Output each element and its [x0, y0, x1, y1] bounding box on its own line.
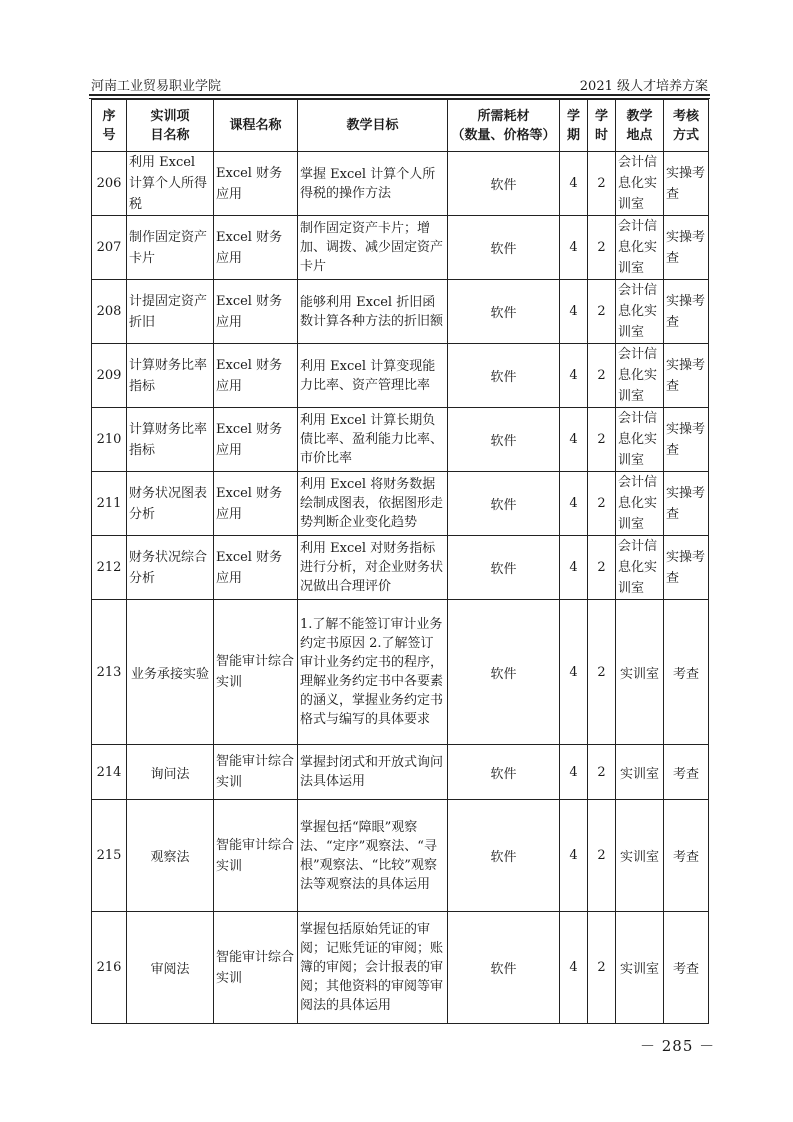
cell-project-name: 询问法 — [127, 745, 214, 800]
cell-course-name: Excel 财务应用 — [214, 344, 298, 408]
col-header-assessment — [664, 100, 709, 152]
header-line: 课程名称 — [229, 118, 282, 133]
cell-teaching-goal: 利用 Excel 计算变现能力比率、资产管理比率 — [298, 344, 448, 408]
cell-teaching-goal: 能够利用 Excel 折旧函数计算各种方法的折旧额 — [298, 280, 448, 344]
cell-hours: 2 — [588, 800, 616, 912]
cell-course-name: Excel 财务应用 — [214, 472, 298, 536]
cell-hours: 2 — [588, 408, 616, 472]
cell-materials: 软件 — [448, 745, 560, 800]
table-row — [92, 408, 709, 472]
cell-assessment: 实操考查 — [664, 472, 709, 536]
cell-materials: 软件 — [448, 216, 560, 280]
col-header-location — [616, 100, 664, 152]
cell-number: 216 — [92, 912, 127, 1024]
cell-course-name: Excel 财务应用 — [214, 408, 298, 472]
cell-hours: 2 — [588, 745, 616, 800]
header-line: 时 — [594, 127, 608, 143]
document-title: 2021 级人才培养方案 — [579, 79, 708, 94]
cell-course-name: 智能审计综合实训 — [214, 600, 298, 745]
cell-course-name: Excel 财务应用 — [214, 536, 298, 600]
cell-project-name: 计算财务比率指标 — [127, 408, 214, 472]
cell-course-name: 智能审计综合实训 — [214, 912, 298, 1024]
cell-project-name: 计算财务比率指标 — [127, 344, 214, 408]
cell-semester: 4 — [560, 912, 588, 1024]
header-line: 号 — [102, 127, 116, 143]
cell-teaching-goal: 掌握 Excel 计算个人所得税的操作方法 — [298, 152, 448, 216]
cell-hours: 2 — [588, 152, 616, 216]
cell-location: 实训室 — [616, 800, 664, 912]
header-line: 实训项 — [150, 108, 190, 124]
institution-name: 河南工业贸易职业学院 — [91, 79, 222, 94]
col-header-course — [214, 100, 298, 152]
cell-materials: 软件 — [448, 408, 560, 472]
cell-materials: 软件 — [448, 152, 560, 216]
table-row — [92, 600, 709, 745]
cell-number: 212 — [92, 536, 127, 600]
cell-teaching-goal: 掌握包括原始凭证的审阅；记账凭证的审阅；账簿的审阅；会计报表的审阅；其他资料的审阅等审阅法的具体运用 — [298, 912, 448, 1024]
cell-project-name: 利用 Excel 计算个人所得税 — [127, 152, 214, 216]
cell-teaching-goal: 1.了解不能签订审计业务约定书原因 2.了解签订审计业务约定书的程序，理解业务约定书中各要素的涵义，掌握业务约定书格式与编写的具体要求 — [298, 600, 448, 745]
header-line: 地点 — [626, 127, 653, 143]
cell-semester: 4 — [560, 216, 588, 280]
table-row — [92, 912, 709, 1024]
col-header-materials — [448, 100, 560, 152]
page-number: － 285 － — [640, 1037, 716, 1055]
header-line: （数量、价格等） — [451, 127, 556, 143]
cell-project-name: 财务状况综合分析 — [127, 536, 214, 600]
cell-teaching-goal: 掌握封闭式和开放式询问法具体运用 — [298, 745, 448, 800]
table-row — [92, 472, 709, 536]
cell-course-name: Excel 财务应用 — [214, 280, 298, 344]
cell-teaching-goal: 制作固定资产卡片；增加、调拨、减少固定资产卡片 — [298, 216, 448, 280]
cell-location: 会计信息化实训室 — [616, 280, 664, 344]
cell-semester: 4 — [560, 800, 588, 912]
cell-hours: 2 — [588, 280, 616, 344]
cell-location: 会计信息化实训室 — [616, 152, 664, 216]
table-row — [92, 216, 709, 280]
header-line: 考核 — [672, 108, 699, 124]
cell-assessment: 考查 — [664, 800, 709, 912]
table-row — [92, 152, 709, 216]
cell-project-name: 观察法 — [127, 800, 214, 912]
cell-materials: 软件 — [448, 912, 560, 1024]
cell-course-name: 智能审计综合实训 — [214, 745, 298, 800]
cell-semester: 4 — [560, 152, 588, 216]
cell-number: 206 — [92, 152, 127, 216]
table-row — [92, 800, 709, 912]
cell-project-name: 制作固定资产卡片 — [127, 216, 214, 280]
cell-teaching-goal: 利用 Excel 将财务数据绘制成图表，依据图形走势判断企业变化趋势 — [298, 472, 448, 536]
cell-hours: 2 — [588, 216, 616, 280]
cell-course-name: Excel 财务应用 — [214, 152, 298, 216]
cell-location: 会计信息化实训室 — [616, 216, 664, 280]
cell-assessment: 考查 — [664, 600, 709, 745]
header-line: 所需耗材 — [477, 108, 530, 124]
cell-number: 210 — [92, 408, 127, 472]
table-row — [92, 745, 709, 800]
cell-teaching-goal: 利用 Excel 计算长期负债比率、盈利能力比率、市价比率 — [298, 408, 448, 472]
col-header-project — [127, 100, 214, 152]
header-line: 期 — [566, 127, 580, 143]
cell-hours: 2 — [588, 472, 616, 536]
cell-project-name: 业务承接实验 — [127, 600, 214, 745]
cell-location: 会计信息化实训室 — [616, 408, 664, 472]
col-header-number — [92, 100, 127, 152]
cell-semester: 4 — [560, 280, 588, 344]
cell-assessment: 实操考查 — [664, 344, 709, 408]
cell-number: 209 — [92, 344, 127, 408]
cell-location: 实训室 — [616, 745, 664, 800]
cell-project-name: 审阅法 — [127, 912, 214, 1024]
cell-location: 会计信息化实训室 — [616, 344, 664, 408]
header-line: 教学目标 — [346, 118, 399, 133]
cell-semester: 4 — [560, 344, 588, 408]
header-line: 序 — [102, 108, 116, 124]
col-header-goal — [298, 100, 448, 152]
cell-hours: 2 — [588, 912, 616, 1024]
cell-hours: 2 — [588, 344, 616, 408]
table-row — [92, 280, 709, 344]
cell-course-name: Excel 财务应用 — [214, 216, 298, 280]
table-row — [92, 536, 709, 600]
cell-hours: 2 — [588, 600, 616, 745]
table-header-row — [92, 100, 709, 152]
table-row — [92, 344, 709, 408]
cell-materials: 软件 — [448, 536, 560, 600]
cell-number: 211 — [92, 472, 127, 536]
cell-assessment: 考查 — [664, 912, 709, 1024]
cell-number: 207 — [92, 216, 127, 280]
cell-assessment: 考查 — [664, 745, 709, 800]
cell-assessment: 实操考查 — [664, 408, 709, 472]
cell-semester: 4 — [560, 408, 588, 472]
cell-project-name: 计提固定资产折旧 — [127, 280, 214, 344]
cell-materials: 软件 — [448, 344, 560, 408]
cell-teaching-goal: 利用 Excel 对财务指标进行分析，对企业财务状况做出合理评价 — [298, 536, 448, 600]
cell-location: 会计信息化实训室 — [616, 536, 664, 600]
cell-semester: 4 — [560, 745, 588, 800]
header-line: 教学 — [626, 108, 653, 124]
cell-number: 213 — [92, 600, 127, 745]
cell-number: 208 — [92, 280, 127, 344]
cell-number: 214 — [92, 745, 127, 800]
header-line: 学 — [566, 108, 580, 124]
cell-materials: 软件 — [448, 600, 560, 745]
header-rule-thick — [89, 94, 710, 96]
cell-assessment: 实操考查 — [664, 280, 709, 344]
cell-assessment: 实操考查 — [664, 536, 709, 600]
cell-semester: 4 — [560, 600, 588, 745]
cell-course-name: 智能审计综合实训 — [214, 800, 298, 912]
cell-materials: 软件 — [448, 280, 560, 344]
header-line: 学 — [594, 108, 608, 124]
cell-project-name: 财务状况图表分析 — [127, 472, 214, 536]
header-line: 方式 — [672, 127, 699, 143]
cell-semester: 4 — [560, 472, 588, 536]
cell-hours: 2 — [588, 536, 616, 600]
cell-number: 215 — [92, 800, 127, 912]
cell-location: 实训室 — [616, 600, 664, 745]
cell-location: 实训室 — [616, 912, 664, 1024]
col-header-hours — [588, 100, 616, 152]
cell-assessment: 实操考查 — [664, 152, 709, 216]
header-line: 目名称 — [150, 127, 190, 143]
col-header-semester — [560, 100, 588, 152]
cell-assessment: 实操考查 — [664, 216, 709, 280]
cell-materials: 软件 — [448, 800, 560, 912]
cell-semester: 4 — [560, 536, 588, 600]
cell-materials: 软件 — [448, 472, 560, 536]
cell-teaching-goal: 掌握包括“障眼”观察法、“定序”观察法、“寻根”观察法、“比较”观察法等观察法的具体运用 — [298, 800, 448, 912]
training-projects-table — [91, 99, 709, 1024]
cell-location: 会计信息化实训室 — [616, 472, 664, 536]
